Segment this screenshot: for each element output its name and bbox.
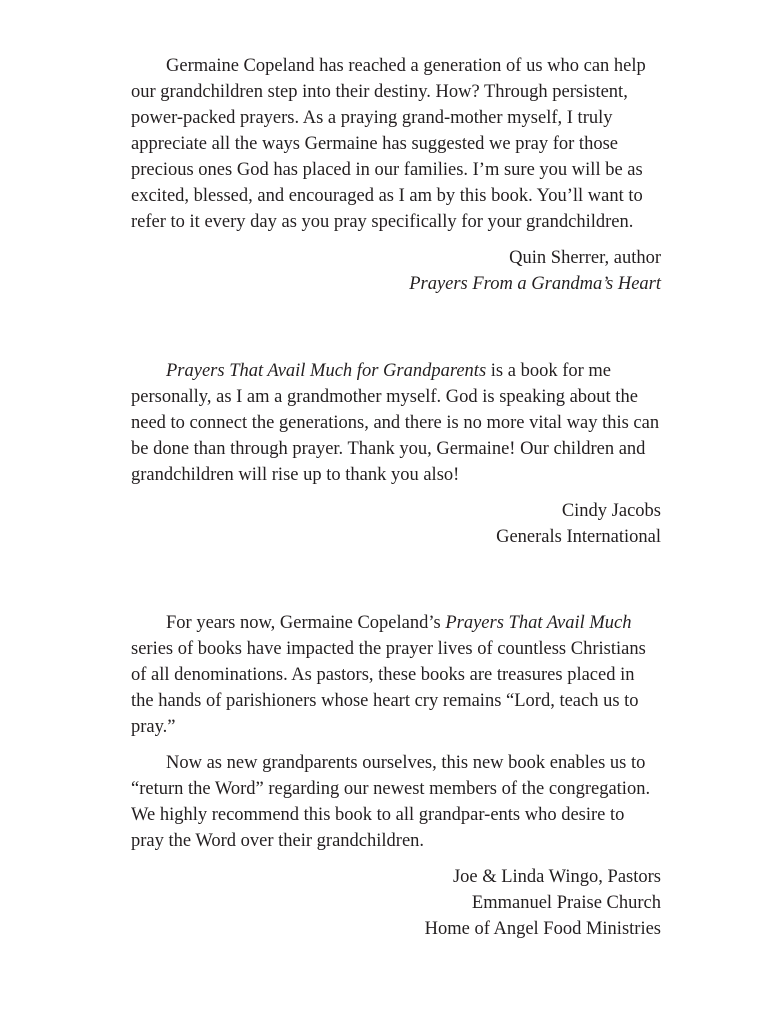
attribution-book-title: Prayers From a Grandma’s Heart [409,274,661,294]
endorsement-text: is a book for me personally, as I am a grandmother myself. God is speaking about the need to connect the generations, and there is no more vital way this can be done than through prayer. Thank you, Germaine! Our children and grandchildren will rise up to thank you also! [131,361,660,485]
endorsement-text: Germaine Copeland has reached a generation of us who can help our grandchildren step into their destiny. How? Through persistent, power-packed prayers. As a praying grand-mother myself, I truly appreciate all the ways Germaine has suggested we pray for those precious ones God has placed in our families. I’m sure you will be as excited, blessed, and encouraged as I am by this book. You’ll want to refer to it every day as you pray specifically for your grandchildren. [131,56,646,232]
attribution [131,245,661,297]
attribution [131,498,661,550]
endorsement-paragraph [131,53,661,235]
book-title: Prayers That Avail Much [445,613,632,633]
endorsement-text: For years now, Germaine Copeland’s [166,613,446,633]
attribution-name: Cindy Jacobs [561,501,661,521]
attribution-ministry: Home of Angel Food Ministries [424,919,661,939]
endorsement-text: Now as new grandparents ourselves, this new book enables us to “return the Word” regarding our newest members of the congregation. We highly recommend this book to all grandpar-ents who desire to pray the Word over their grandchildren. [131,753,651,851]
endorsement-text: series of books have impacted the prayer lives of countless Christians of all denominations. As pastors, these books are treasures placed in the hands of parishioners whose heart cry remains “Lord, teach us to pray.” [131,639,646,737]
endorsement-paragraph [131,358,661,488]
endorsement-cindy-jacobs [131,358,661,550]
attribution-organization: Generals International [496,527,661,547]
attribution [131,864,661,942]
book-title: Prayers That Avail Much for Grandparents [166,361,487,381]
endorsement-quin-sherrer [131,53,661,297]
attribution-name: Quin Sherrer, author [509,248,661,268]
endorsement-paragraph [131,750,661,854]
endorsement-paragraph [131,610,661,740]
attribution-name: Joe & Linda Wingo, Pastors [452,867,661,887]
endorsement-wingo [131,610,661,942]
attribution-church: Emmanuel Praise Church [471,893,661,913]
